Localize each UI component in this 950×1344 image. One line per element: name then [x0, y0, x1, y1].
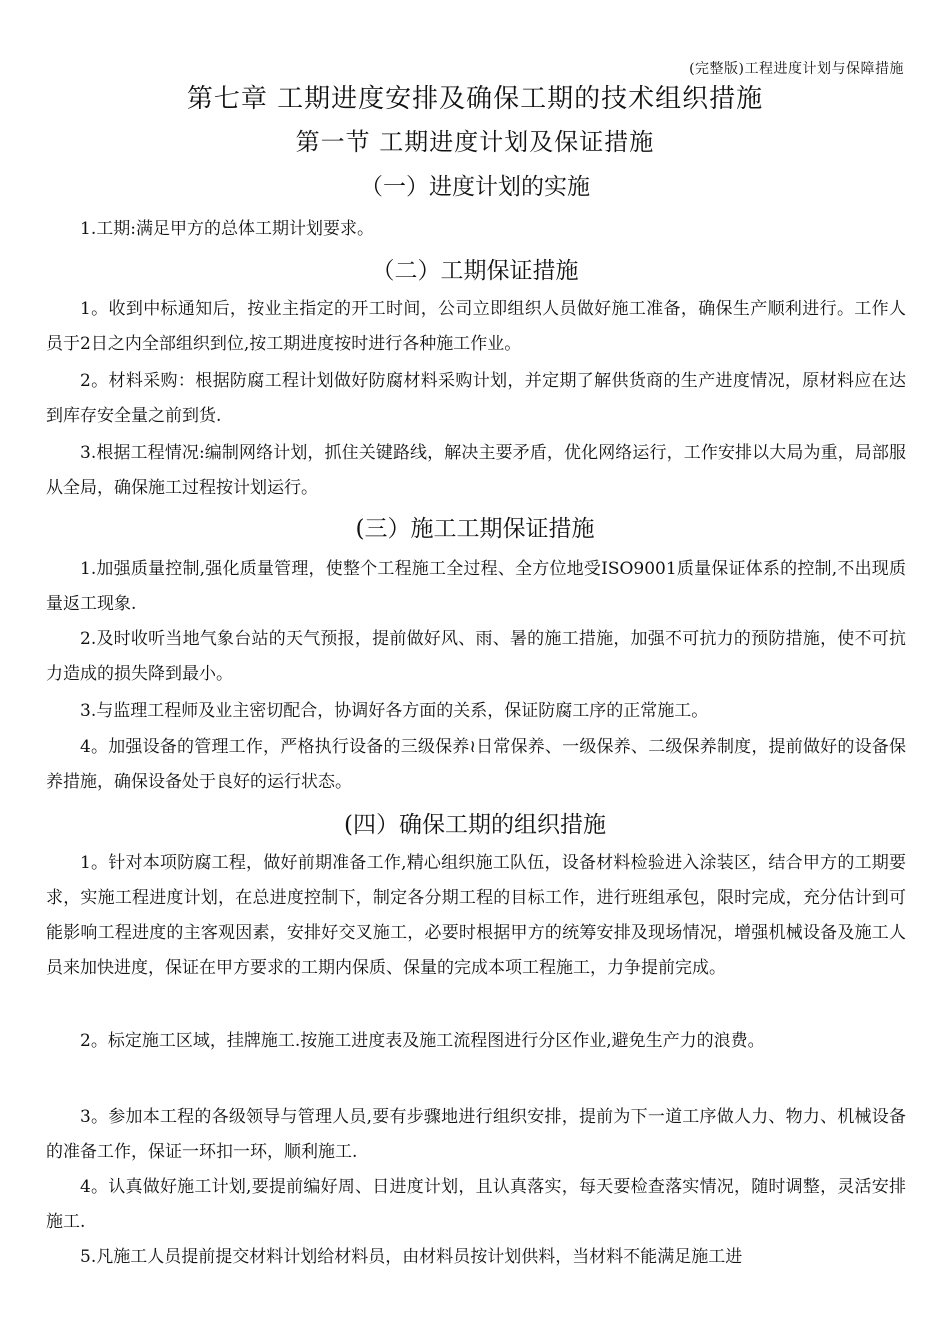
subsection-title-1: （一）进度计划的实施: [360, 174, 590, 200]
paragraph: 5.凡施工人员提前提交材料计划给材料员，由材料员按计划供料，当材料不能满足施工进: [80, 1247, 743, 1267]
paragraph: 1。收到中标通知后，按业主指定的开工时间，公司立即组织人员做好施工准备，确保生产顺利进行。工作人员于2日之内全部组织到位,按工期进度按时进行各种施工作业。: [46, 299, 906, 354]
paragraph: 3.与监理工程师及业主密切配合，协调好各方面的关系，保证防腐工序的正常施工。: [80, 701, 709, 721]
subsection-title-2: （二）工期保证措施: [371, 258, 579, 284]
paragraph: 4。认真做好施工计划,要提前编好周、日进度计划，且认真落实，每天要检查落实情况，随时调整，灵活安排施工.: [46, 1177, 906, 1232]
paragraph: 3.根据工程情况:编制网络计划，抓住关键路线，解决主要矛盾，优化网络运行，工作安排以大局为重，局部服从全局，确保施工过程按计划运行。: [46, 443, 906, 498]
chapter-title: 第七章 工期进度安排及确保工期的技术组织措施: [186, 84, 764, 114]
subsection-title-3: (三）施工工期保证措施: [355, 516, 595, 542]
subsection-title-4: (四）确保工期的组织措施: [344, 812, 606, 838]
paragraph: 4。加强设备的管理工作，严格执行设备的三级保养≀日常保养、一级保养、二级保养制度，提前做好的设备保养措施，确保设备处于良好的运行状态。: [46, 737, 906, 792]
paragraph: 2。标定施工区域，挂牌施工.按施工进度表及施工流程图进行分区作业,避免生产力的浪费。: [80, 1031, 765, 1051]
paragraph: 1.加强质量控制,强化质量管理，使整个工程施工全过程、全方位地受ISO9001质量保证体系的控制,不出现质量返工现象.: [46, 559, 906, 614]
paragraph: 2.及时收听当地气象台站的天气预报，提前做好风、雨、暑的施工措施，加强不可抗力的预防措施，使不可抗力造成的损失降到最小。: [46, 629, 906, 684]
paragraph: 2。材料采购：根据防腐工程计划做好防腐材料采购计划，并定期了解供货商的生产进度情况，原材料应在达到库存安全量之前到货.: [46, 371, 906, 426]
running-header: (完整版)工程进度计划与保障措施: [689, 61, 904, 77]
paragraph: 3。参加本工程的各级领导与管理人员,要有步骤地进行组织安排，提前为下一道工序做人力、物力、机械设备的准备工作，保证一环扣一环，顺利施工.: [46, 1107, 906, 1162]
paragraph: 1.工期:满足甲方的总体工期计划要求。: [80, 219, 374, 239]
paragraph: 1。针对本项防腐工程，做好前期准备工作,精心组织施工队伍，设备材料检验进入涂装区，结合甲方的工期要求，实施工程进度计划，在总进度控制下，制定各分期工程的目标工作，进行班组承包，限时完成，充分估计到可能影响工程进度的主客观因素，安排好交叉施工，必要时根据甲方的统筹安排及现场情况，增强机械设备及施工人员来加快进度，保证在甲方要求的工期内保质、保量的完成本项工程施工，力争提前完成。: [46, 853, 906, 978]
section-title: 第一节 工期进度计划及保证措施: [295, 128, 655, 156]
